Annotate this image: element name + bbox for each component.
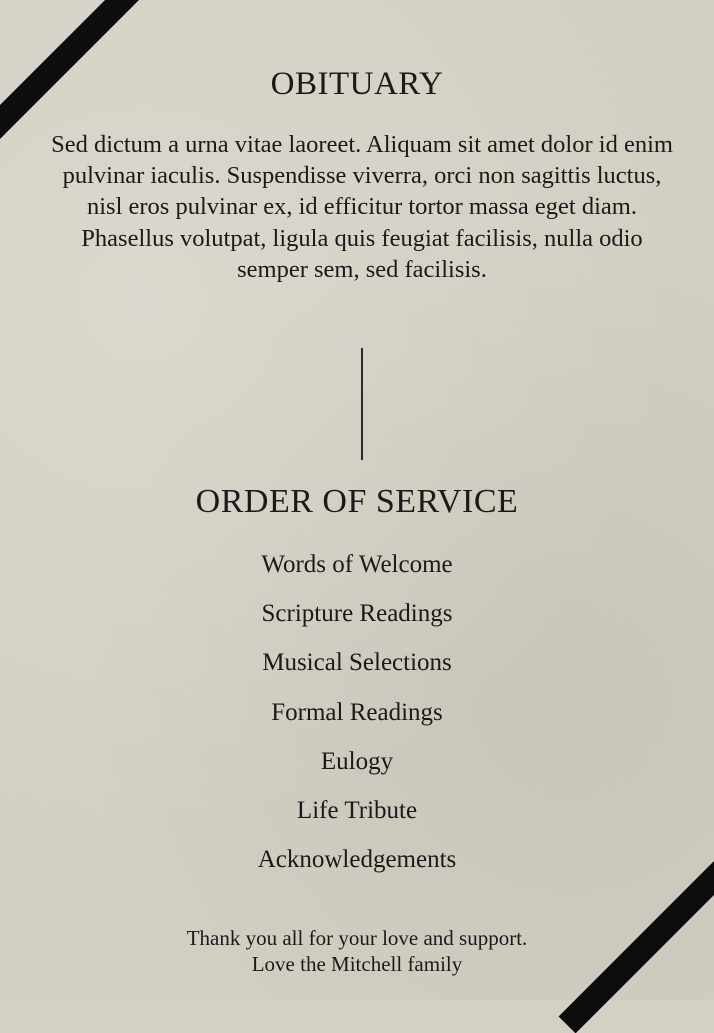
order-of-service-list	[0, 545, 714, 889]
list-item: Eulogy	[320, 747, 394, 775]
list-item: Acknowledgements	[257, 846, 457, 874]
list-item: Musical Selections	[262, 649, 452, 677]
obituary-title: OBITUARY	[270, 66, 444, 102]
order-of-service-title: ORDER OF SERVICE	[195, 483, 519, 520]
list-item: Formal Readings	[271, 698, 443, 726]
section-divider	[361, 348, 363, 460]
footer-message	[0, 925, 714, 977]
list-item: Scripture Readings	[261, 600, 453, 628]
list-item: Life Tribute	[296, 796, 418, 824]
list-item: Words of Welcome	[261, 551, 453, 578]
footer-signature: Love the Mitchell family	[251, 952, 463, 976]
obituary-text: Sed dictum a urna vitae laoreet. Aliquam sit amet dolor id enim pulvinar iaculis. Suspendisse viverra, orci non sagittis luctus, nisl eros pulvinar ex, id efficitur tortor massa eget diam. Phasellus volutpat, ligula quis feugiat facilisis, nulla odio semper sem, sed facilisis.	[51, 131, 673, 283]
footer-thanks: Thank you all for your love and support.	[186, 926, 528, 950]
